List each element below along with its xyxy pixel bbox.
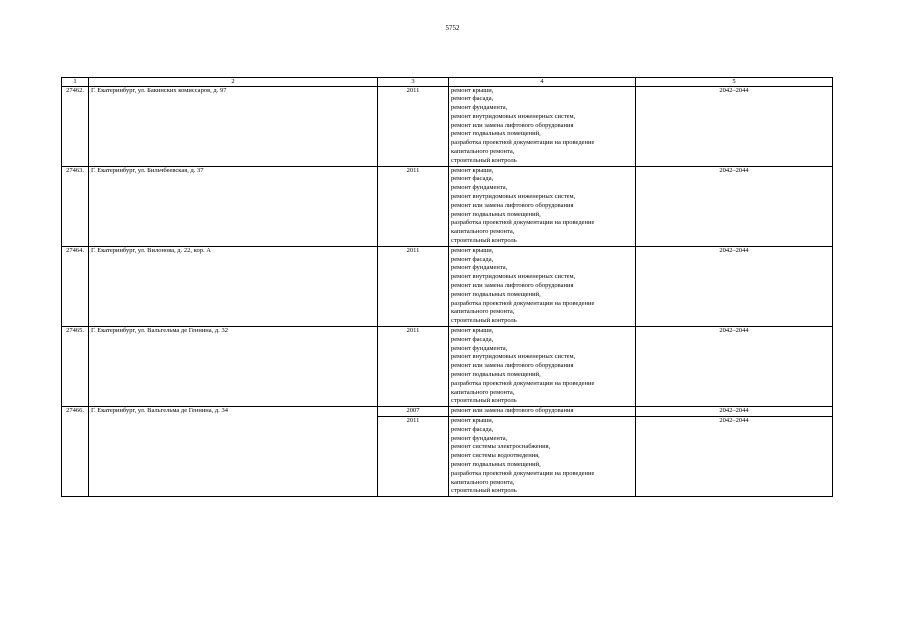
address-cell: Г. Екатеринбург, ул. Бакинских комиссаров, д. 97 xyxy=(89,86,378,166)
work-item: ремонт системы водоотведения, xyxy=(451,452,540,460)
work-item: ремонт фундамента, xyxy=(451,104,508,112)
address-cell: Г. Екатеринбург, ул. Вальгельма де Геннина, д. 34 xyxy=(89,407,378,497)
address-cell: Г. Екатеринбург, ул. Вальгельма де Геннина, д. 32 xyxy=(89,327,378,407)
table-body xyxy=(62,86,833,497)
work-item: ремонт внутридомовых инженерных систем, xyxy=(451,273,576,281)
work-item: ремонт фундамента, xyxy=(451,434,508,442)
work-item: ремонт фундамента, xyxy=(451,344,508,352)
table-row xyxy=(62,407,833,417)
work-item: разработка проектной документации на проведение xyxy=(451,469,595,477)
work-item: ремонт крыши, xyxy=(451,166,494,174)
work-item: ремонт фасада, xyxy=(451,175,494,183)
table-row xyxy=(62,166,833,246)
work-list-cell xyxy=(449,327,636,407)
work-item: строительный контроль xyxy=(451,487,517,495)
work-list-cell xyxy=(449,86,636,166)
work-item: ремонт внутридомовых инженерных систем, xyxy=(451,112,576,120)
work-item: ремонт фасада, xyxy=(451,255,494,263)
work-list-cell xyxy=(449,416,636,496)
work-item: ремонт крыши, xyxy=(451,416,494,424)
work-item: строительный контроль xyxy=(451,237,517,245)
work-item: капитального ремонта, xyxy=(451,478,515,486)
year-cell: 2007 xyxy=(378,407,449,417)
work-item: ремонт подвальных помещений, xyxy=(451,210,541,218)
address-cell: Г. Екатеринбург, ул. Бильчбеевская, д. 37 xyxy=(89,166,378,246)
work-item: капитального ремонта, xyxy=(451,308,515,316)
work-item: ремонт или замена лифтового оборудования xyxy=(451,201,574,209)
work-item: ремонт крыши, xyxy=(451,327,494,335)
table-row xyxy=(62,327,833,407)
work-item: ремонт крыши, xyxy=(451,246,494,254)
work-item: разработка проектной документации на проведение xyxy=(451,299,595,307)
work-item: ремонт или замена лифтового оборудования xyxy=(451,282,574,290)
work-item: капитального ремонта, xyxy=(451,388,515,396)
work-item: ремонт фасада, xyxy=(451,335,494,343)
year-cell: 2011 xyxy=(378,166,449,246)
work-item: ремонт внутридомовых инженерных систем, xyxy=(451,193,576,201)
work-item: ремонт системы электроснабжения, xyxy=(451,443,551,451)
address-cell: Г. Екатеринбург, ул. Вилонова, д. 22, кор. А xyxy=(89,246,378,326)
repair-schedule-table xyxy=(61,77,833,497)
work-item: строительный контроль xyxy=(451,156,517,164)
row-number-cell: 27462. xyxy=(62,86,89,166)
year-cell: 2011 xyxy=(378,416,449,496)
term-cell: 2042–2044 xyxy=(636,246,833,326)
work-item: капитального ремонта, xyxy=(451,148,515,156)
work-item: строительный контроль xyxy=(451,317,517,325)
term-cell: 2042–2044 xyxy=(636,416,833,496)
term-cell: 2042–2044 xyxy=(636,327,833,407)
header-cell-3: 3 xyxy=(378,78,449,87)
term-cell: 2042–2044 xyxy=(636,166,833,246)
header-cell-4: 4 xyxy=(449,78,636,87)
work-item: ремонт подвальных помещений, xyxy=(451,130,541,138)
year-cell: 2011 xyxy=(378,327,449,407)
table-row xyxy=(62,86,833,166)
work-list-cell xyxy=(449,166,636,246)
work-item: строительный контроль xyxy=(451,397,517,405)
year-cell: 2011 xyxy=(378,246,449,326)
work-item: ремонт фасада, xyxy=(451,425,494,433)
work-item: ремонт крыши, xyxy=(451,86,494,94)
row-number-cell: 27465. xyxy=(62,327,89,407)
row-number-cell: 27466. xyxy=(62,407,89,497)
work-item: разработка проектной документации на проведение xyxy=(451,219,595,227)
work-item: разработка проектной документации на проведение xyxy=(451,379,595,387)
work-item: ремонт или замена лифтового оборудования xyxy=(451,121,574,129)
header-cell-5: 5 xyxy=(636,78,833,87)
work-item: ремонт или замена лифтового оборудования xyxy=(451,362,574,370)
work-item: ремонт фасада, xyxy=(451,95,494,103)
work-item: ремонт внутридомовых инженерных систем, xyxy=(451,353,576,361)
row-number-cell: 27464. xyxy=(62,246,89,326)
term-cell: 2042–2044 xyxy=(636,86,833,166)
table-row xyxy=(62,246,833,326)
header-cell-1: 1 xyxy=(62,78,89,87)
page-number: 5752 xyxy=(445,24,460,32)
work-item: ремонт фундамента, xyxy=(451,184,508,192)
work-item: ремонт подвальных помещений, xyxy=(451,290,541,298)
work-item: разработка проектной документации на проведение xyxy=(451,139,595,147)
term-cell: 2042–2044 xyxy=(636,407,833,417)
row-number-cell: 27463. xyxy=(62,166,89,246)
work-item: ремонт подвальных помещений, xyxy=(451,460,541,468)
year-cell: 2011 xyxy=(378,86,449,166)
work-item: капитального ремонта, xyxy=(451,228,515,236)
header-row xyxy=(62,78,833,87)
header-cell-2: 2 xyxy=(89,78,378,87)
work-list-cell xyxy=(449,246,636,326)
work-list-cell xyxy=(449,407,636,417)
work-item: ремонт или замена лифтового оборудования xyxy=(451,407,574,415)
work-item: ремонт подвальных помещений, xyxy=(451,371,541,378)
work-item: ремонт фундамента, xyxy=(451,264,508,272)
